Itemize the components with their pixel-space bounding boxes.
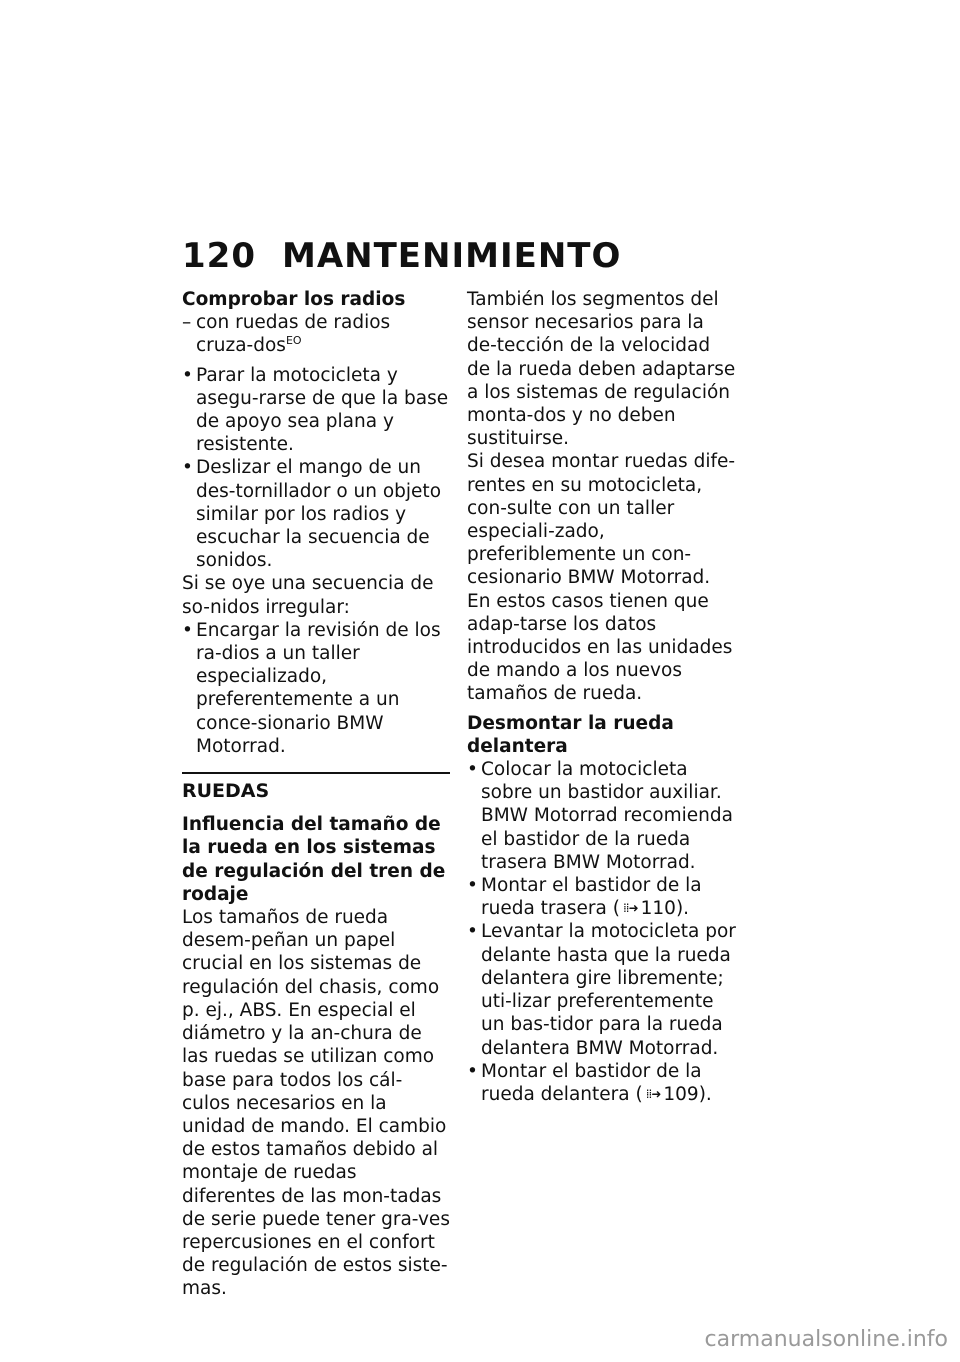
remove-front-wheel-title: Desmontar la rueda delantera (467, 712, 674, 757)
section-title: RUEDAS (182, 780, 270, 803)
page-reference-arrow-icon: ⁞⁞➜ (622, 901, 638, 916)
list-item: • Deslizar el mango de un des-tornillador o un objeto similar por los radios y escuchar la secuencia de sonidos. (182, 456, 450, 572)
list-item: • Encargar la revisión de los ra-dios a un taller especializado, preferentemente a un conce-sionario BMW Motorrad. (182, 619, 450, 758)
left-column (182, 288, 450, 1301)
influence-title: Influencia del tamaño de la rueda en los sistemas de regulación del tren de rodaje (182, 814, 446, 905)
step-text: Montar el bastidor de la rueda delantera ( (481, 1060, 702, 1105)
step-text: Montar el bastidor de la rueda trasera ( (481, 875, 702, 920)
influence-text: Los tamaños de rueda desem-peñan un papel crucial en los sistemas de regulación del chasis, como p. ej., ABS. En especial el diámetro y la an-chura de las ruedas se utilizan como base para todos los cál-culos necesarios en la unidad de mando. El cambio de estos tamaños debido al montaje de ruedas diferentes de las mon-tadas de serie puede tener gra-ves repercusiones en el confort de regulación de estos siste-mas. (182, 907, 450, 1300)
section-divider (182, 772, 450, 774)
page-reference-arrow-icon: ⁞⁞➜ (645, 1086, 661, 1101)
irregular-text: Si se oye una secuencia de so-nidos irregular: (182, 573, 434, 618)
step-text-end: ). (698, 1083, 712, 1105)
check-spokes-title: Comprobar los radios (182, 289, 406, 310)
sensor-paragraph: También los segmentos del sensor necesarios para la de-tección de la velocidad de la rueda deben adaptarse a los sistemas de regulación monta-dos y no deben sustituirse. (467, 289, 736, 450)
list-item: • Colocar la motocicleta sobre un bastidor auxiliar. BMW Motorrad recomienda el bastidor de la rueda trasera BMW Motorrad. (467, 758, 739, 874)
watermark-text: carmanualsonline.info (704, 1327, 948, 1352)
list-item (467, 1060, 739, 1106)
step-text-end: ). (675, 898, 690, 920)
page-reference-link[interactable]: 110 (640, 898, 676, 920)
page-number: 120 (182, 236, 256, 276)
page-header (182, 236, 742, 276)
condition-text: con ruedas de radios cruza-dos (196, 312, 391, 357)
list-item: • Parar la motocicleta y asegu-rarse de que la base de apoyo sea plana y resistente. (182, 364, 450, 457)
condition-line (182, 311, 450, 357)
right-column (467, 288, 739, 1106)
dash-marker: – (182, 312, 192, 334)
condition-code: EO (285, 334, 302, 348)
list-item (467, 874, 739, 920)
different-wheels-paragraph: Si desea montar ruedas dife-rentes en su motocicleta, con-sulte con un taller especiali-zado, preferiblemente un con-cesionario BMW Motorrad. En estos casos tienen que adap-tarse los datos introducidos en las unidades de mando a los nuevos tamaños de rueda. (467, 451, 736, 705)
chapter-title: MANTENIMIENTO (282, 236, 622, 276)
page-reference-link[interactable]: 109 (663, 1083, 699, 1105)
list-item: • Levantar la motocicleta por delante hasta que la rueda delantera gire libremente; uti-lizar preferentemente un bas-tidor para la rueda delantera BMW Motorrad. (467, 920, 739, 1059)
